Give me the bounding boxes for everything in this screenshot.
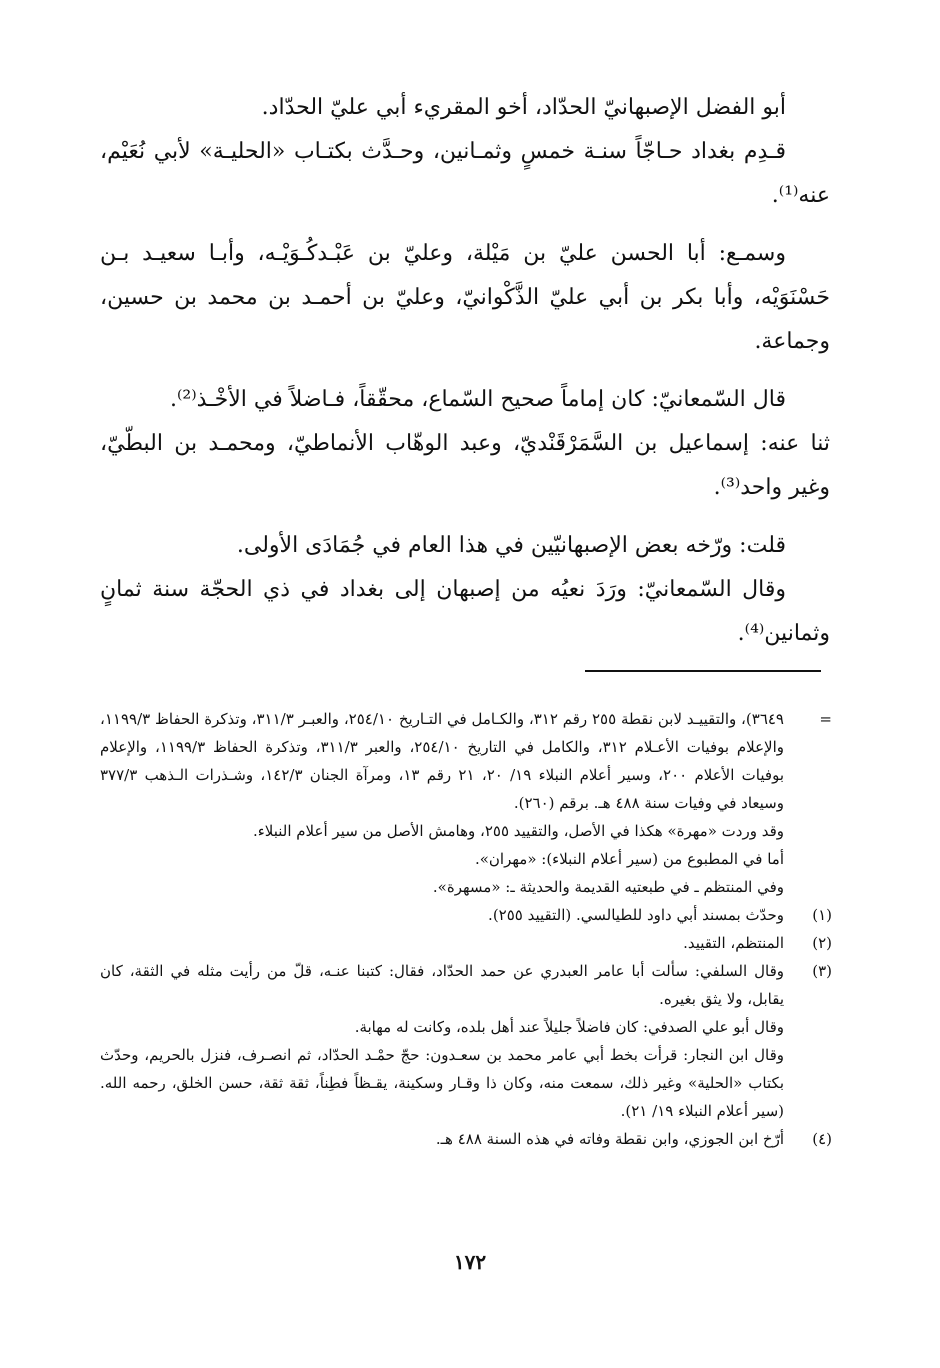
footnote-marker: (٣) [812, 962, 832, 980]
footnote-line: أما في المطبوع من (سير أعلام النبلاء): «مهران». [474, 850, 784, 868]
page-number: ١٧٢ [453, 1250, 487, 1274]
footnote-line: وقال ابن النجار: قرأت بخط أبي عامر محمد بن سعـدون: حجّ حمْـد الحدّاد، ثم انصـرف، فنزل بالحريم، وحدّث بكتاب «الحلية» وغير ذلك، سمعت منه، وكان ذا وقـار وسكينة، يقـظاً فطِناً، ثقة ثقة، حسن الخلق، رحمه الله. (سير أعلام النبلاء ١٩/ ٢١). [100, 1046, 784, 1120]
footnote-line: وفي المنتظم ـ في طبعتيه القديمة والحديثة ـ: «مسهرة». [432, 878, 784, 896]
footnote-2 [100, 929, 832, 957]
paragraph-7: وقال السّمعانيّ: ورَدَ نعيُه من إصبهان إلى بغداد في ذي الحجّة سنة ثمانٍ وثمانين⁽⁴⁾. [100, 577, 830, 646]
footnote-line: المنتظم، التقييد. [683, 934, 784, 952]
footnote-line: وحدّث بمسند أبي داود للطيالسي. (التقييد ٢٥٥). [488, 906, 784, 924]
footnote-4 [100, 1125, 832, 1153]
footnote-marker: = [819, 710, 832, 728]
footnote-line: وقال السلفي: سألت أبا عامر العبدري عن حمد الحدّاد، فقال: كتبنا عنـه، قلّ من رأيت مثله في الثقة، كان يقابل، ولا يثق بغيره. [100, 962, 784, 1008]
footnotes [100, 705, 832, 1153]
paragraph-4: قال السّمعانيّ: كان إماماً صحيح السّماع، محقّقاً، فـاضلاً في الأخْـذ⁽²⁾. [170, 387, 786, 412]
footnote-line: ٣٦٤٩)، والتقييـد لابن نقطة ٢٥٥ رقم ٣١٢، والكـامل في التـاريخ ٢٥٤/١٠، والعبـر ٣١١/٣، وتذكرة الحفاظ ١١٩٩/٣، والإعلام بوفيات الأعـلام ٣١٢، والكامل في التاريخ ٢٥٤/١٠، والعبر ٣١١/٣، وتذكرة الحفاظ ١١٩٩/٣، والإعلام بوفيات الأعلام ٢٠٠، وسير أعلام النبلاء ١٩/ ٢٠، ٢١ رقم ١٣، ومرآة الجنان ١٤٢/٣، وشـذرات الـذهب ٣٧٧/٣ وسيعاد في وفيات سنة ٤٨٨ هـ. برقم (٢٦٠). [100, 710, 785, 812]
main-text [100, 86, 830, 656]
footnote-line: وقال أبو علي الصدفي: كان فاضلاً جليلاً عند أهل بلده، وكانت له مهابة. [354, 1018, 784, 1036]
footnote-continued [100, 705, 832, 901]
footnote-3 [100, 957, 832, 1125]
footnote-marker: (١) [812, 906, 832, 924]
footnote-1 [100, 901, 832, 929]
footnote-line: وقد وردت «مهرة» هكذا في الأصل، والتقييد ٢٥٥، وهامش الأصل من سير أعلام النبلاء. [252, 822, 784, 840]
paragraph-3: وسمـع: أبا الحسن عليّ بن مَيْلة، وعليّ بن عَبْـدكُـوَيْـه، وأبـا سعيـد بـن حَسْنَوَيْه، وأبا بكر بن أبي عليّ الذَّكْوانيّ، وعليّ بن أحمـد بن محمد بن حسين، وجماعة. [100, 241, 830, 354]
paragraph-2: قـدِم بغداد حـاجّاً سنـة خمسٍ وثمـانين، وحـدَّث بكتـاب «الحليـة» لأبي نُعَيْم، عنه⁽¹⁾. [100, 139, 830, 208]
paragraph-6: قلت: ورّخه بعض الإصبهانيّين في هذا العام في جُمَادَى الأولى. [236, 533, 786, 558]
footnote-separator [585, 670, 821, 672]
paragraph-1: أبو الفضل الإصبهانيّ الحدّاد، أخو المقريء أبي عليّ الحدّاد. [261, 95, 786, 120]
footnote-line: أرّخ ابن الجوزي، وابن نقطة وفاته في هذه السنة ٤٨٨ هـ. [435, 1130, 784, 1148]
paragraph-5: ثنا عنه: إسماعيل بن السَّمَرْقَنْديّ، وعبد الوهّاب الأنماطيّ، ومحمـد بن البطّيّ، وغير واحد⁽³⁾. [100, 431, 830, 500]
footnote-marker: (٤) [812, 1130, 832, 1148]
footnote-marker: (٢) [812, 934, 832, 952]
